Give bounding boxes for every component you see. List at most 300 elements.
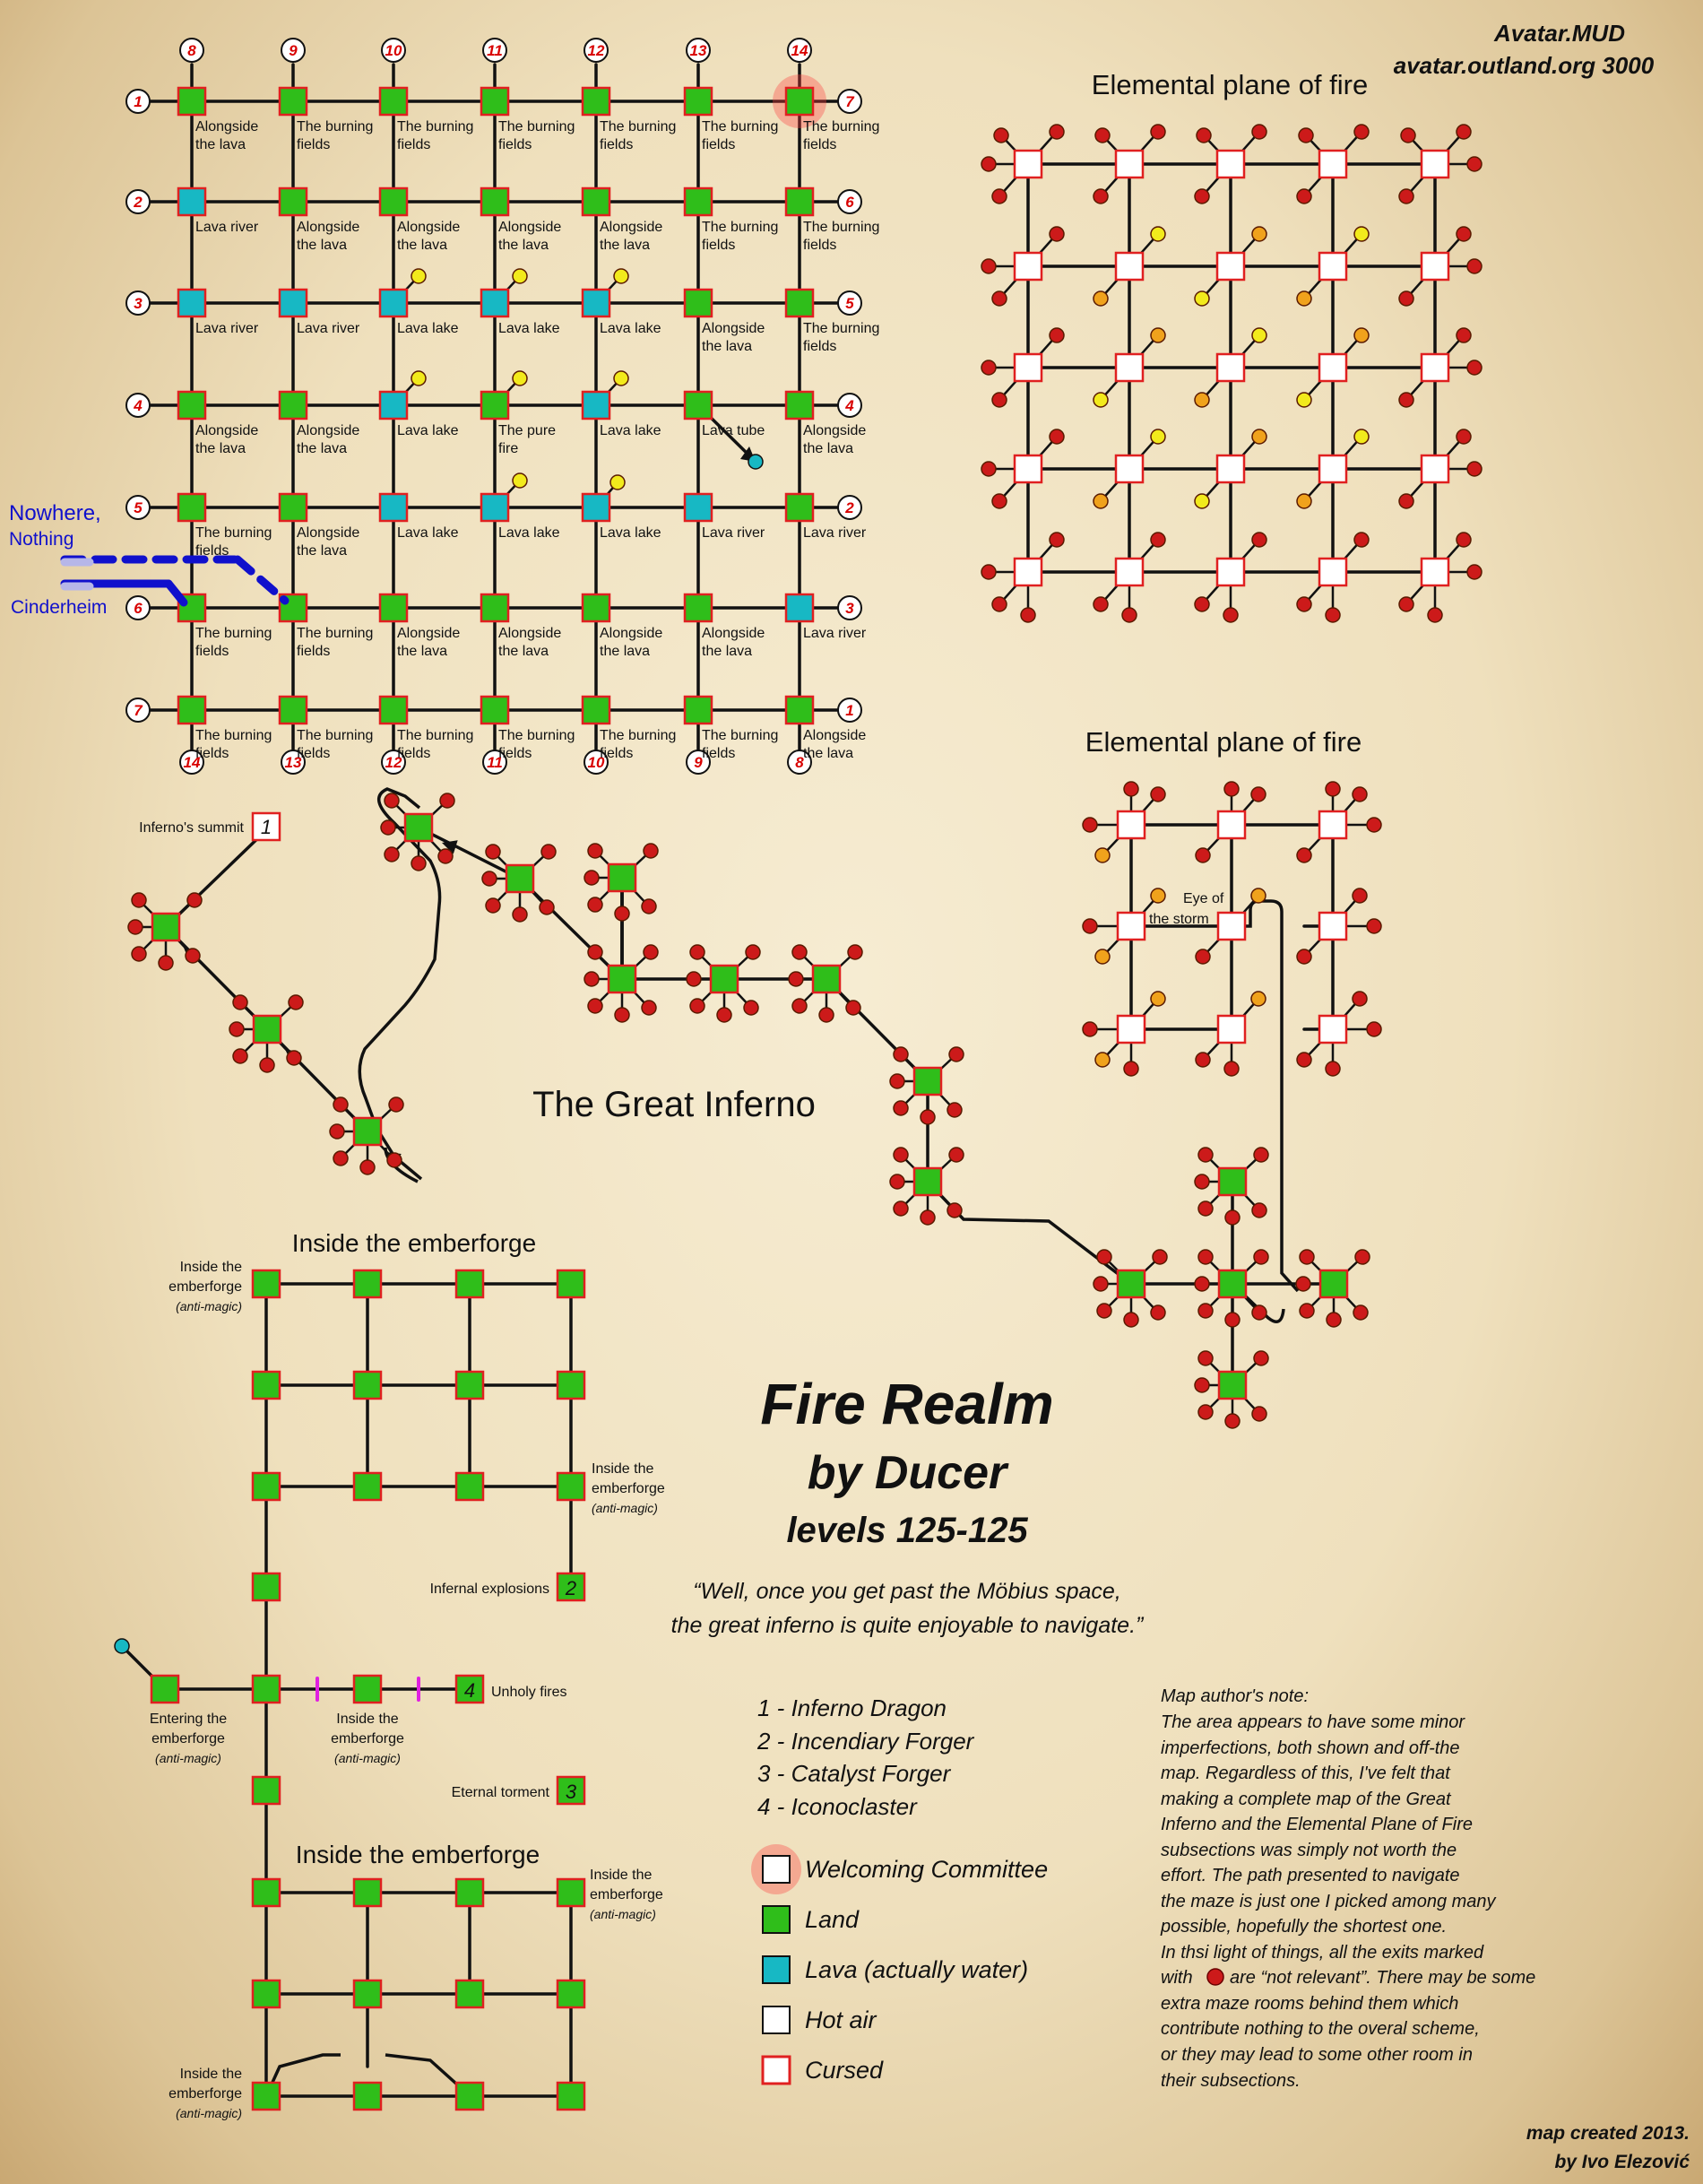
room-label: fields (297, 137, 331, 152)
hot-air-room (1422, 354, 1448, 381)
exit-label-top: 11 (487, 42, 503, 59)
room-label: Lava lake (498, 525, 560, 541)
plane-exit-marker (1467, 259, 1482, 273)
inferno-exit-marker (1097, 1250, 1111, 1264)
emberforge-heading-bottom: Inside the emberforge (295, 1841, 540, 1868)
hot-air-room (1422, 253, 1448, 280)
boss-number: 4 (463, 1679, 476, 1702)
inferno-exit-marker (848, 945, 862, 959)
ember-room (354, 1473, 381, 1500)
plane-exit-marker (1326, 608, 1340, 622)
hot-air-room (1116, 253, 1143, 280)
inferno-exit-marker (584, 871, 599, 885)
exit-label-bottom: 8 (795, 754, 804, 771)
note-line: map. Regardless of this, I've felt that (1161, 1764, 1450, 1783)
inferno-exit-marker (159, 956, 173, 970)
plane-exit-marker (1124, 782, 1138, 796)
ember-label: emberforge (592, 1481, 665, 1496)
room-label: Alongside (600, 220, 663, 235)
map-author: by Ducer (807, 1447, 1007, 1499)
plane-exit-marker (1151, 888, 1165, 903)
grid-room (481, 188, 508, 215)
hot-air-room (1015, 455, 1042, 482)
room-label: the lava (498, 644, 549, 659)
room-label: the lava (195, 137, 246, 152)
inferno-exit-marker (1195, 1378, 1209, 1392)
plane-exit-marker (1050, 328, 1064, 342)
grid-room (481, 88, 508, 115)
room-label: The pure (498, 423, 557, 438)
grid-room (178, 697, 205, 724)
room-label: The burning (600, 728, 677, 743)
room-label: fields (498, 137, 532, 152)
grid-room (280, 188, 307, 215)
hot-air-room (1116, 354, 1143, 381)
red-exit-icon (1207, 1969, 1223, 1985)
inferno-exit-marker (1252, 1203, 1266, 1218)
exit-label-bottom: 11 (487, 754, 503, 771)
ember-room (558, 1270, 584, 1297)
plane-exit-marker (1094, 291, 1108, 306)
hot-air-room (1319, 151, 1346, 178)
plane-exit-marker (1196, 848, 1210, 862)
inferno-exit-marker (588, 945, 602, 959)
boss-1: 1 - Inferno Dragon (757, 1694, 947, 1721)
plane-exit-marker (1297, 949, 1311, 964)
room-label: Lava lake (600, 321, 661, 336)
plane-exit-marker (1094, 189, 1108, 204)
exit-label-left: 2 (134, 194, 143, 211)
plane-exit-marker (1399, 494, 1413, 508)
plane-exit-marker (981, 565, 996, 579)
legend-swatch (763, 2057, 790, 2084)
room-label: The burning (498, 728, 575, 743)
grid-room (685, 290, 712, 316)
ember-room (558, 1372, 584, 1399)
inferno-exit-marker (486, 898, 500, 913)
room-label: Alongside (397, 626, 461, 641)
grid-room (178, 494, 205, 521)
inferno-exit-marker (1198, 1304, 1213, 1318)
hot-air-room (1319, 913, 1346, 940)
ember-label: (anti-magic) (590, 1907, 656, 1921)
plane-exit-marker (1252, 125, 1266, 139)
ember-room (253, 1879, 280, 1906)
room-label: The burning (397, 728, 474, 743)
summit-label: Inferno's summit (139, 820, 244, 836)
inferno-exit-marker (1225, 1313, 1240, 1327)
room-label: Lava river (803, 626, 867, 641)
plane-exit-marker (1151, 227, 1165, 241)
plane2-heading: Elemental plane of fire (1085, 726, 1362, 758)
inferno-exit-marker (1300, 1250, 1314, 1264)
room-label: Lava lake (600, 423, 661, 438)
room-label: Lava lake (397, 423, 459, 438)
inferno-room (1320, 1270, 1347, 1297)
ember-label: emberforge (331, 1731, 404, 1746)
plane-exit-marker (994, 128, 1008, 143)
room-label: the lava (498, 238, 549, 253)
plane-exit-marker (1297, 494, 1311, 508)
plane-exit-marker (1297, 597, 1311, 611)
inferno-exit-marker (482, 871, 497, 886)
grid-room (786, 188, 813, 215)
inferno-exit-marker (644, 844, 658, 858)
emberforge-heading-top: Inside the emberforge (291, 1229, 537, 1257)
inferno-room (914, 1168, 941, 1195)
inferno-exit-marker (389, 1097, 403, 1112)
plane-exit-marker (1195, 291, 1209, 306)
plane-exit-marker (1353, 888, 1367, 903)
plane-exit-marker (1095, 1053, 1110, 1067)
ember-room (354, 1372, 381, 1399)
note-line: making a complete map of the Great (1161, 1790, 1451, 1809)
inferno-exit-marker (1225, 1414, 1240, 1428)
ember-label: emberforge (590, 1887, 663, 1902)
exit-label-bottom: 14 (183, 754, 201, 771)
grid-room (380, 494, 407, 521)
ember-room (558, 2083, 584, 2110)
legend-label: Hot air (805, 2006, 877, 2033)
ember-room (456, 1372, 483, 1399)
inferno-exit-marker (792, 999, 807, 1013)
plane-exit-marker (1297, 848, 1311, 862)
inferno-exit-marker (1198, 1405, 1213, 1419)
note-line: contribute nothing to the overal scheme, (1161, 2019, 1480, 2039)
grid-room (786, 290, 813, 316)
inferno-room (711, 966, 738, 992)
plane-exit-marker (1196, 949, 1210, 964)
legend-label: Welcoming Committee (805, 1856, 1049, 1883)
inferno-exit-marker (1195, 1174, 1209, 1189)
inferno-exit-marker (642, 899, 656, 914)
inferno-exit-marker (890, 1074, 904, 1088)
inferno-exit-marker (894, 1101, 908, 1115)
hot-air-room (1218, 811, 1245, 838)
ember-passage (385, 2055, 457, 2084)
ember-room (558, 1980, 584, 2007)
inferno-exit-marker (385, 793, 399, 808)
legend-label: Land (805, 1906, 860, 1933)
plane-exit-marker (1252, 429, 1266, 444)
summit-number: 1 (260, 816, 272, 838)
room-label: Alongside (297, 525, 360, 541)
room-label: The burning (297, 728, 374, 743)
plane-exit-marker (1457, 429, 1471, 444)
room-label: fire (498, 441, 519, 456)
plane-exit-marker (1223, 608, 1238, 622)
room-label: Lava tube (702, 423, 765, 438)
exit-label-top: 12 (587, 42, 605, 59)
ember-room (456, 1980, 483, 2007)
inferno-exit-marker (229, 1022, 244, 1036)
inferno-exit-marker (381, 820, 395, 835)
hot-air-room (1218, 1016, 1245, 1043)
ember-label: (anti-magic) (592, 1501, 658, 1515)
inferno-room (152, 914, 179, 940)
plane-exit-marker (1196, 1053, 1210, 1067)
map-legend (751, 1844, 1048, 2084)
plane-exit-marker (1252, 328, 1266, 342)
ember-label: (anti-magic) (334, 1751, 401, 1765)
room-label: The burning (702, 220, 779, 235)
inferno-exit-marker (438, 849, 453, 863)
room-label: Alongside (498, 220, 562, 235)
room-label: fields (702, 746, 736, 761)
room-label: Lava river (803, 525, 867, 541)
inferno-exit-marker (690, 999, 705, 1013)
plane-exit-marker (1354, 125, 1369, 139)
plane-exit-marker (1251, 888, 1266, 903)
plane-exit-marker (1083, 919, 1097, 933)
hot-air-room (1422, 151, 1448, 178)
grid-room (280, 290, 307, 316)
plane-exit-marker (1083, 1022, 1097, 1036)
water-exit-marker (115, 1639, 129, 1653)
grid-room (280, 88, 307, 115)
room-label: fields (803, 238, 837, 253)
hot-air-room (1422, 455, 1448, 482)
inferno-exit-marker (615, 1008, 629, 1022)
inferno-exit-marker (1300, 1304, 1314, 1318)
room-label: The burning (195, 626, 272, 641)
room-label: fields (195, 644, 229, 659)
plane-exit-marker (1195, 494, 1209, 508)
yellow-exit-marker (614, 269, 628, 283)
room-label: fields (803, 137, 837, 152)
hot-air-room (1319, 455, 1346, 482)
plane-exit-marker (1326, 782, 1340, 796)
hot-air-room (1015, 559, 1042, 585)
inferno-exit-marker (1124, 1313, 1138, 1327)
plane-exit-marker (1197, 128, 1211, 143)
plane-exit-marker (1195, 189, 1209, 204)
room-label: Lava lake (397, 525, 459, 541)
room-label: the lava (297, 441, 348, 456)
inferno-room (609, 864, 635, 891)
grid-room (280, 392, 307, 419)
ember-label: (anti-magic) (176, 1299, 242, 1313)
room-label: Alongside (397, 220, 461, 235)
inferno-exit-marker (187, 893, 202, 907)
plane-exit-marker (1299, 128, 1313, 143)
ember-room (253, 1676, 280, 1703)
plane-exit-marker (1428, 608, 1442, 622)
ember-room (558, 1473, 584, 1500)
room-label: The burning (297, 626, 374, 641)
room-label: Lava lake (397, 321, 459, 336)
grid-room (380, 594, 407, 621)
plane-exit-marker (1095, 848, 1110, 862)
exit-label-right: 4 (845, 397, 854, 414)
ember-room (151, 1676, 178, 1703)
room-label: Lava river (702, 525, 765, 541)
room-label: fields (600, 137, 634, 152)
room-label: The burning (803, 220, 880, 235)
plane-exit-marker (1297, 291, 1311, 306)
eye-of-storm-label: the storm (1149, 912, 1209, 927)
inferno-exit-marker (789, 972, 803, 986)
plane-exit-marker (1367, 1022, 1381, 1036)
inferno-room (354, 1118, 381, 1145)
hot-air-room (1015, 253, 1042, 280)
inferno-exit-marker (132, 893, 146, 907)
ember-room (253, 1372, 280, 1399)
grid-room (481, 392, 508, 419)
inferno-exit-marker (1195, 1277, 1209, 1291)
plane-exit-marker (1195, 597, 1209, 611)
emberforge-grid (115, 1260, 665, 2120)
inferno-exit-marker (233, 995, 247, 1010)
plane1-heading: Elemental plane of fire (1091, 69, 1369, 100)
inferno-exit-marker (921, 1210, 935, 1225)
room-label: Alongside (803, 728, 867, 743)
boss-3: 3 - Catalyst Forger (757, 1760, 951, 1787)
inferno-exit-marker (411, 856, 426, 871)
room-label: the lava (195, 441, 246, 456)
credit-author: by Ivo Elezović (1554, 2152, 1690, 2172)
plane-exit-marker (1457, 125, 1471, 139)
plane-exit-marker (981, 259, 996, 273)
plane-exit-marker (1124, 1062, 1138, 1076)
plane-exit-marker (1050, 227, 1064, 241)
plane-exit-marker (1021, 608, 1035, 622)
room-label: The burning (195, 728, 272, 743)
plane-exit-marker (1457, 328, 1471, 342)
legend-swatch (763, 1906, 790, 1933)
inferno-exit-marker (1198, 1201, 1213, 1216)
room-label: Lava river (297, 321, 360, 336)
plane-exit-marker (1399, 393, 1413, 407)
map-title: Fire Realm (760, 1372, 1054, 1436)
credit-year: map created 2013. (1526, 2123, 1690, 2144)
inferno-exit-marker (1097, 1304, 1111, 1318)
inferno-exit-marker (1353, 1305, 1368, 1320)
ember-room (456, 2083, 483, 2110)
room-label: The burning (803, 119, 880, 134)
room-label: Lava river (195, 321, 259, 336)
inferno-exit-marker (387, 1153, 402, 1167)
inferno-exit-marker (541, 845, 556, 859)
plane-exit-marker (1095, 949, 1110, 964)
room-label: Alongside (600, 626, 663, 641)
plane-exit-marker (1467, 157, 1482, 171)
hot-air-room (1118, 1016, 1145, 1043)
inferno-exit-marker (1254, 1351, 1268, 1365)
plane-exit-marker (1401, 128, 1415, 143)
exit-label-bottom: 12 (385, 754, 402, 771)
map-levels: levels 125-125 (786, 1511, 1028, 1550)
inferno-room (813, 966, 840, 992)
plane-exit-marker (1457, 533, 1471, 547)
plane-exit-marker (992, 597, 1007, 611)
inferno-exit-marker (287, 1051, 301, 1065)
room-label: the lava (702, 644, 753, 659)
yellow-exit-marker (614, 371, 628, 386)
quote-line-2: the great inferno is quite enjoyable to navigate.” (670, 1613, 1144, 1638)
grid-room (280, 494, 307, 521)
inferno-exit-marker (947, 1103, 962, 1117)
eye-of-storm-label: Eye of (1183, 891, 1224, 906)
inferno-exit-marker (260, 1058, 274, 1072)
plane-exit-marker (1050, 533, 1064, 547)
plane-exit-marker (992, 291, 1007, 306)
note-line: the maze is just one I picked among many (1161, 1892, 1496, 1911)
grid-room (481, 290, 508, 316)
room-label: the lava (702, 339, 753, 354)
grid-room (685, 494, 712, 521)
inferno-exit-marker (333, 1097, 348, 1112)
plane-exit-marker (1467, 360, 1482, 375)
link-nowhere: Nowhere, (9, 501, 101, 525)
grid-room (786, 594, 813, 621)
boss-2: 2 - Incendiary Forger (757, 1728, 974, 1755)
plane-exit-marker (1224, 1062, 1239, 1076)
room-label: Alongside (297, 220, 360, 235)
hot-air-room (1319, 559, 1346, 585)
elemental-plane-upper (981, 125, 1482, 622)
inferno-room (1219, 1270, 1246, 1297)
inferno-room (506, 865, 533, 892)
cinderheim-link (169, 584, 184, 602)
ember-room (456, 1270, 483, 1297)
room-label: Alongside (803, 423, 867, 438)
inferno-exit-marker (1153, 1250, 1167, 1264)
grid-room (380, 697, 407, 724)
exit-label-right: 5 (845, 295, 854, 312)
yellow-exit-marker (513, 269, 527, 283)
room-label: Alongside (702, 321, 765, 336)
plane-exit-marker (1151, 125, 1165, 139)
room-label: Alongside (195, 423, 259, 438)
room-label: the lava (600, 644, 651, 659)
note-line: The area appears to have some minor (1161, 1712, 1465, 1732)
legend-swatch (763, 2006, 790, 2033)
inferno-exit-marker (947, 1203, 962, 1218)
ember-label: Infernal explosions (429, 1582, 549, 1597)
hot-air-room (1118, 913, 1145, 940)
inferno-heading: The Great Inferno (532, 1085, 816, 1124)
exit-label-left: 6 (134, 600, 143, 617)
hot-air-room (1116, 559, 1143, 585)
room-label: fields (702, 238, 736, 253)
inferno-exit-marker (687, 972, 701, 986)
plane-exit-marker (1297, 393, 1311, 407)
exit-label-right: 7 (845, 93, 854, 110)
plane-exit-marker (1326, 1062, 1340, 1076)
grid-room (481, 594, 508, 621)
room-label: fields (397, 746, 431, 761)
ember-label: (anti-magic) (155, 1751, 221, 1765)
room-label: fields (195, 746, 229, 761)
plane-exit-marker (1083, 818, 1097, 832)
note-rest: are “not relevant”. There may be some (1230, 1968, 1536, 1988)
note-extra: extra maze rooms behind them which (1161, 1994, 1459, 2014)
inferno-room (1219, 1372, 1246, 1399)
room-label: fields (297, 746, 331, 761)
grid-room (280, 697, 307, 724)
plane-exit-marker (1151, 992, 1165, 1006)
grid-room (178, 88, 205, 115)
nowhere-link (238, 559, 285, 601)
room-label: fields (397, 137, 431, 152)
plane-exit-marker (1095, 128, 1110, 143)
inferno-exit-marker (1254, 1148, 1268, 1162)
hot-air-room (1217, 559, 1244, 585)
grid-room (583, 594, 609, 621)
grid-room (685, 392, 712, 419)
inferno-exit-marker (744, 1001, 758, 1015)
